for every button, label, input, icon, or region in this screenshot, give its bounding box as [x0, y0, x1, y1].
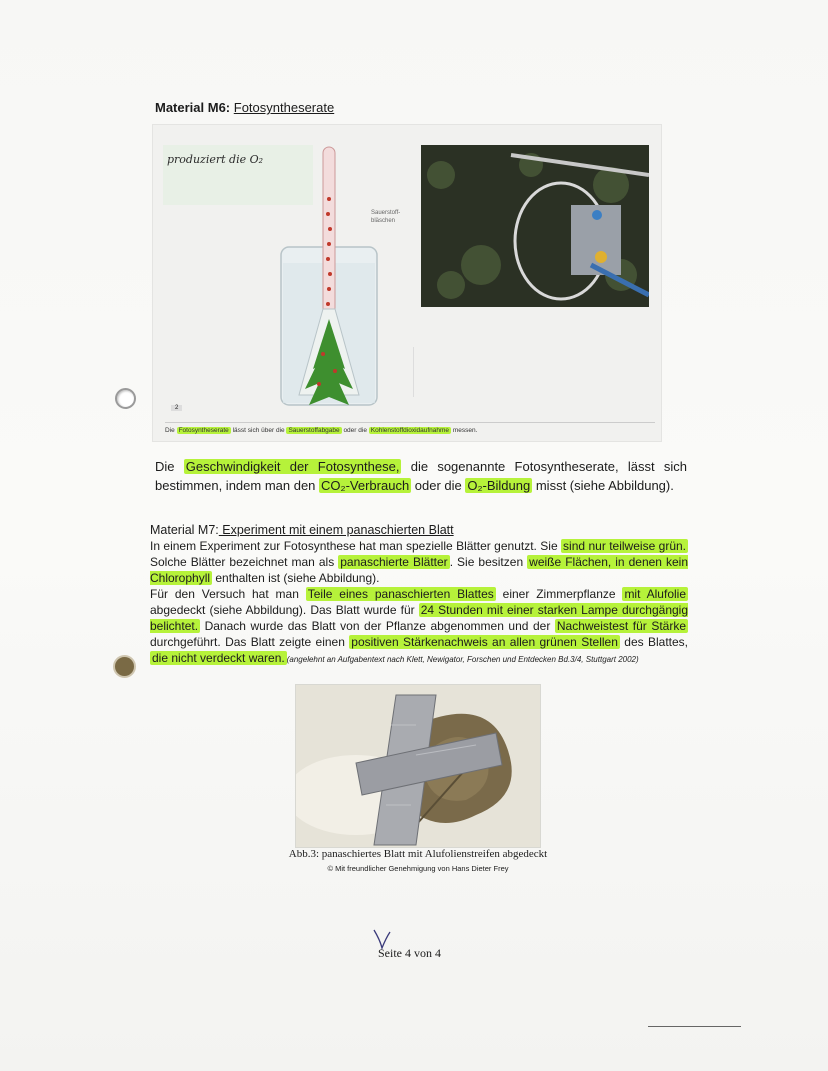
test-tube-diagram: [273, 139, 413, 419]
handwritten-note: produziert die O₂: [167, 153, 264, 166]
figure3-copyright: © Mit freundlicher Genehmigung von Hans Dieter Frey: [327, 864, 509, 873]
material7-section: [150, 522, 688, 668]
footer-line: [648, 1026, 741, 1027]
punch-hole: [115, 388, 136, 409]
figure3-caption: Abb.3: panaschiertes Blatt mit Alufolienstreifen abgedeckt: [288, 848, 548, 860]
figure-number: 2: [171, 405, 182, 411]
source-citation: (angelehnt an Aufgabentext nach Klett, Newigator, Forschen und Entdecken Bd.3/4, Stuttgart 2002): [286, 655, 639, 664]
material7-text: In einem Experiment zur Fotosynthese hat man spezielle Blätter genutzt. Sie sind nur teilweise grün. Solche Blätter bezeichnet man als panaschierte Blätter . Sie besitzen weiße Flächen, in denen kein Chlorophyll enthalten ist (siehe Abbildung). Für den Versuch hat man Teile eines panaschierten Blattes einer Zimmerpflanze mit Alufolie abgedeckt (siehe Abbildung). Das Blatt wurde für 24 Stunden mit einer starken Lampe durchgängig belichtet. Danach wurde das Blatt von der Pflanze abgenommen und der Nachweistest für Stärke durchgeführt. Das Blatt zeigte einen positiven Stärkenachweis an allen grünen Stellen des Blattes, die nicht verdeckt waren. (angelehnt an Aufgabentext nach Klett, Newigator, Forschen und Entdecken Bd.3/4, Stuttgart 2002): [150, 539, 689, 665]
variegated-leaf-photo: [295, 684, 541, 848]
material6-heading: Material M6: Fotosyntheserate: [155, 100, 335, 115]
punch-hole-reinforced: [113, 655, 136, 678]
experiment-photo: [421, 145, 649, 307]
bubble-label: Sauerstoff- bläschen: [371, 210, 401, 224]
page-number: Seite 4 von 4: [378, 946, 441, 960]
paragraph-photosynthesis-rate: Die Geschwindigkeit der Fotosynthese, die sogenannte Fotosyntheserate, lässt sich bestimmen, indem man den CO₂-Verbrauch oder die O₂-Bildung misst (siehe Abbildung).: [155, 459, 688, 493]
material7-heading: Material M7: Experiment mit einem panaschierten Blatt: [150, 523, 454, 537]
figure-photosynthesis-rate: [152, 124, 662, 442]
faint-photo-caption: [413, 347, 654, 397]
figure6-caption: Die Fotosyntheserate lässt sich über die Sauerstoffabgabe oder die Kohlenstoffdioxidaufnahme messen.: [165, 422, 655, 434]
